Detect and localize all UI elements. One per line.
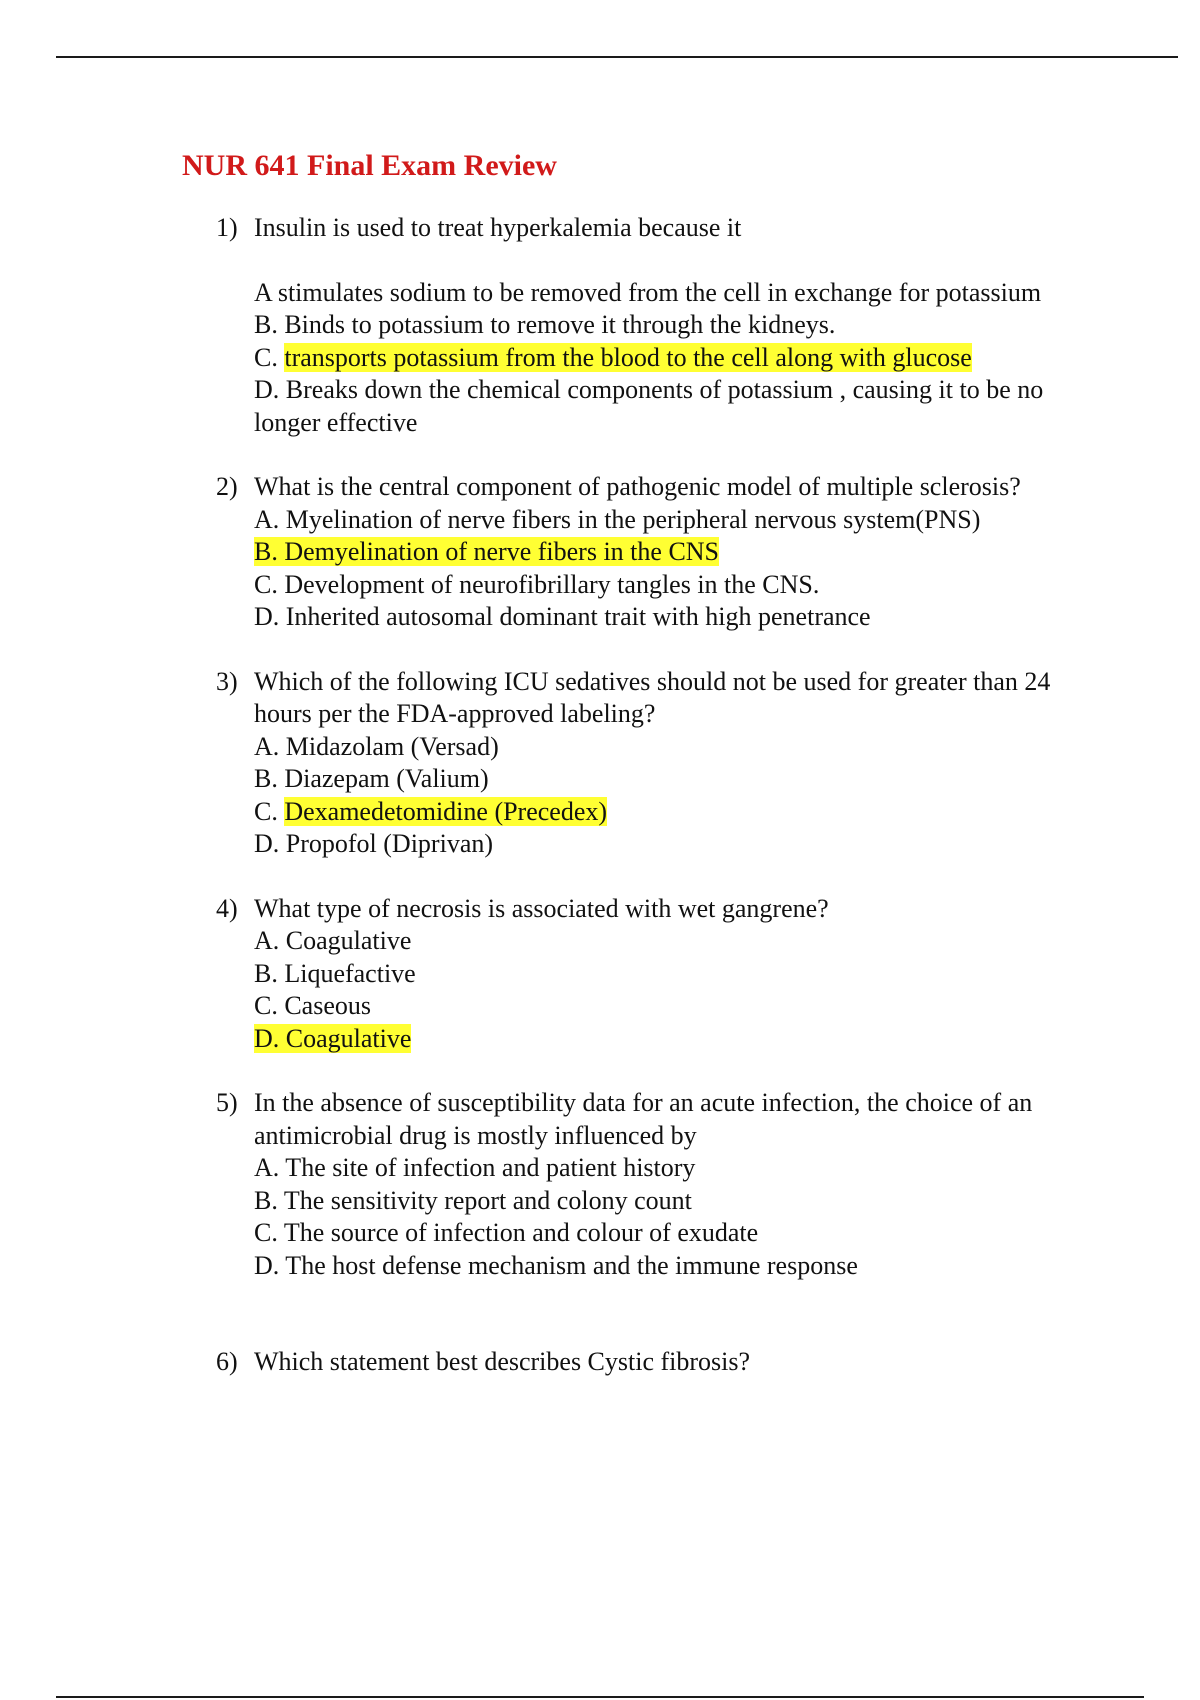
question-1-answer-highlight: transports potassium from the blood to the cell along with glucose (284, 342, 972, 372)
question-4 (216, 893, 1096, 1056)
question-1-option-c (254, 342, 1096, 375)
question-2-option-a: A. Myelination of nerve fibers in the peripheral nervous system(PNS) (254, 504, 981, 534)
question-5-option-d: D. The host defense mechanism and the immune response (254, 1250, 858, 1280)
header-rule (56, 56, 1178, 58)
question-4-option-b: B. Liquefactive (254, 958, 416, 988)
question-3-option-a: A. Midazolam (Versad) (254, 731, 499, 761)
question-5 (216, 1087, 1096, 1282)
question-5-option-a: A. The site of infection and patient history (254, 1153, 696, 1182)
question-5-option-b: B. The sensitivity report and colony count (254, 1185, 692, 1215)
question-1-number: 1) (216, 213, 238, 242)
question-3-option-c-prefix: C. (254, 796, 285, 826)
question-4-stem: What type of necrosis is associated with wet gangrene? (254, 893, 829, 923)
question-6-stem: Which statement best describes Cystic fibrosis? (254, 1347, 751, 1376)
question-1-option-b: B. Binds to potassium to remove it through the kidneys. (254, 310, 836, 339)
question-2-option-d: D. Inherited autosomal dominant trait with high penetrance (254, 602, 871, 631)
question-2-option-b (254, 536, 1096, 569)
question-2-answer-highlight: B. Demyelination of nerve fibers in the CNS (254, 537, 720, 566)
question-4-number: 4) (216, 893, 238, 923)
question-4-option-d (254, 1023, 1096, 1056)
question-3-stem: Which of the following ICU sedatives should not be used for greater than 24 hours per the FDA-approved labeling? (254, 666, 1051, 728)
question-2 (216, 471, 1096, 634)
question-3-number: 3) (216, 666, 238, 696)
question-3-option-d: D. Propofol (Diprivan) (254, 829, 494, 858)
question-1-option-d: D. Breaks down the chemical components of potassium , causing it to be no longer effective (254, 375, 1044, 437)
question-3-answer-highlight: Dexamedetomidine (Precedex) (284, 796, 608, 826)
question-1-option-c-prefix: C. (254, 342, 285, 372)
question-1-stem: Insulin is used to treat hyperkalemia because it (254, 213, 742, 242)
question-2-stem: What is the central component of pathogenic model of multiple sclerosis? (254, 472, 1021, 501)
page-title: NUR 641 Final Exam Review (182, 149, 557, 182)
question-1 (216, 212, 1096, 439)
question-3-option-b: B. Diazepam (Valium) (254, 764, 489, 793)
question-4-option-a: A. Coagulative (254, 926, 412, 955)
footer-rule (56, 1696, 1144, 1698)
question-6 (216, 1346, 1096, 1379)
question-3 (216, 666, 1096, 861)
question-2-option-c: C. Development of neurofibrillary tangles in the CNS. (254, 569, 820, 599)
question-6-number: 6) (216, 1347, 238, 1376)
question-4-answer-highlight: D. Coagulative (254, 1023, 412, 1053)
question-1-option-a: A stimulates sodium to be removed from the cell in exchange for potassium (254, 277, 1042, 307)
question-5-option-c: C. The source of infection and colour of exudate (254, 1218, 759, 1247)
question-5-number: 5) (216, 1088, 238, 1117)
question-4-option-c: C. Caseous (254, 991, 371, 1020)
question-3-option-c (254, 796, 1096, 829)
question-5-stem: In the absence of susceptibility data for an acute infection, the choice of an antimicrobial drug is mostly influenced by (254, 1088, 1033, 1150)
question-2-number: 2) (216, 472, 238, 501)
question-list (216, 212, 1096, 1411)
